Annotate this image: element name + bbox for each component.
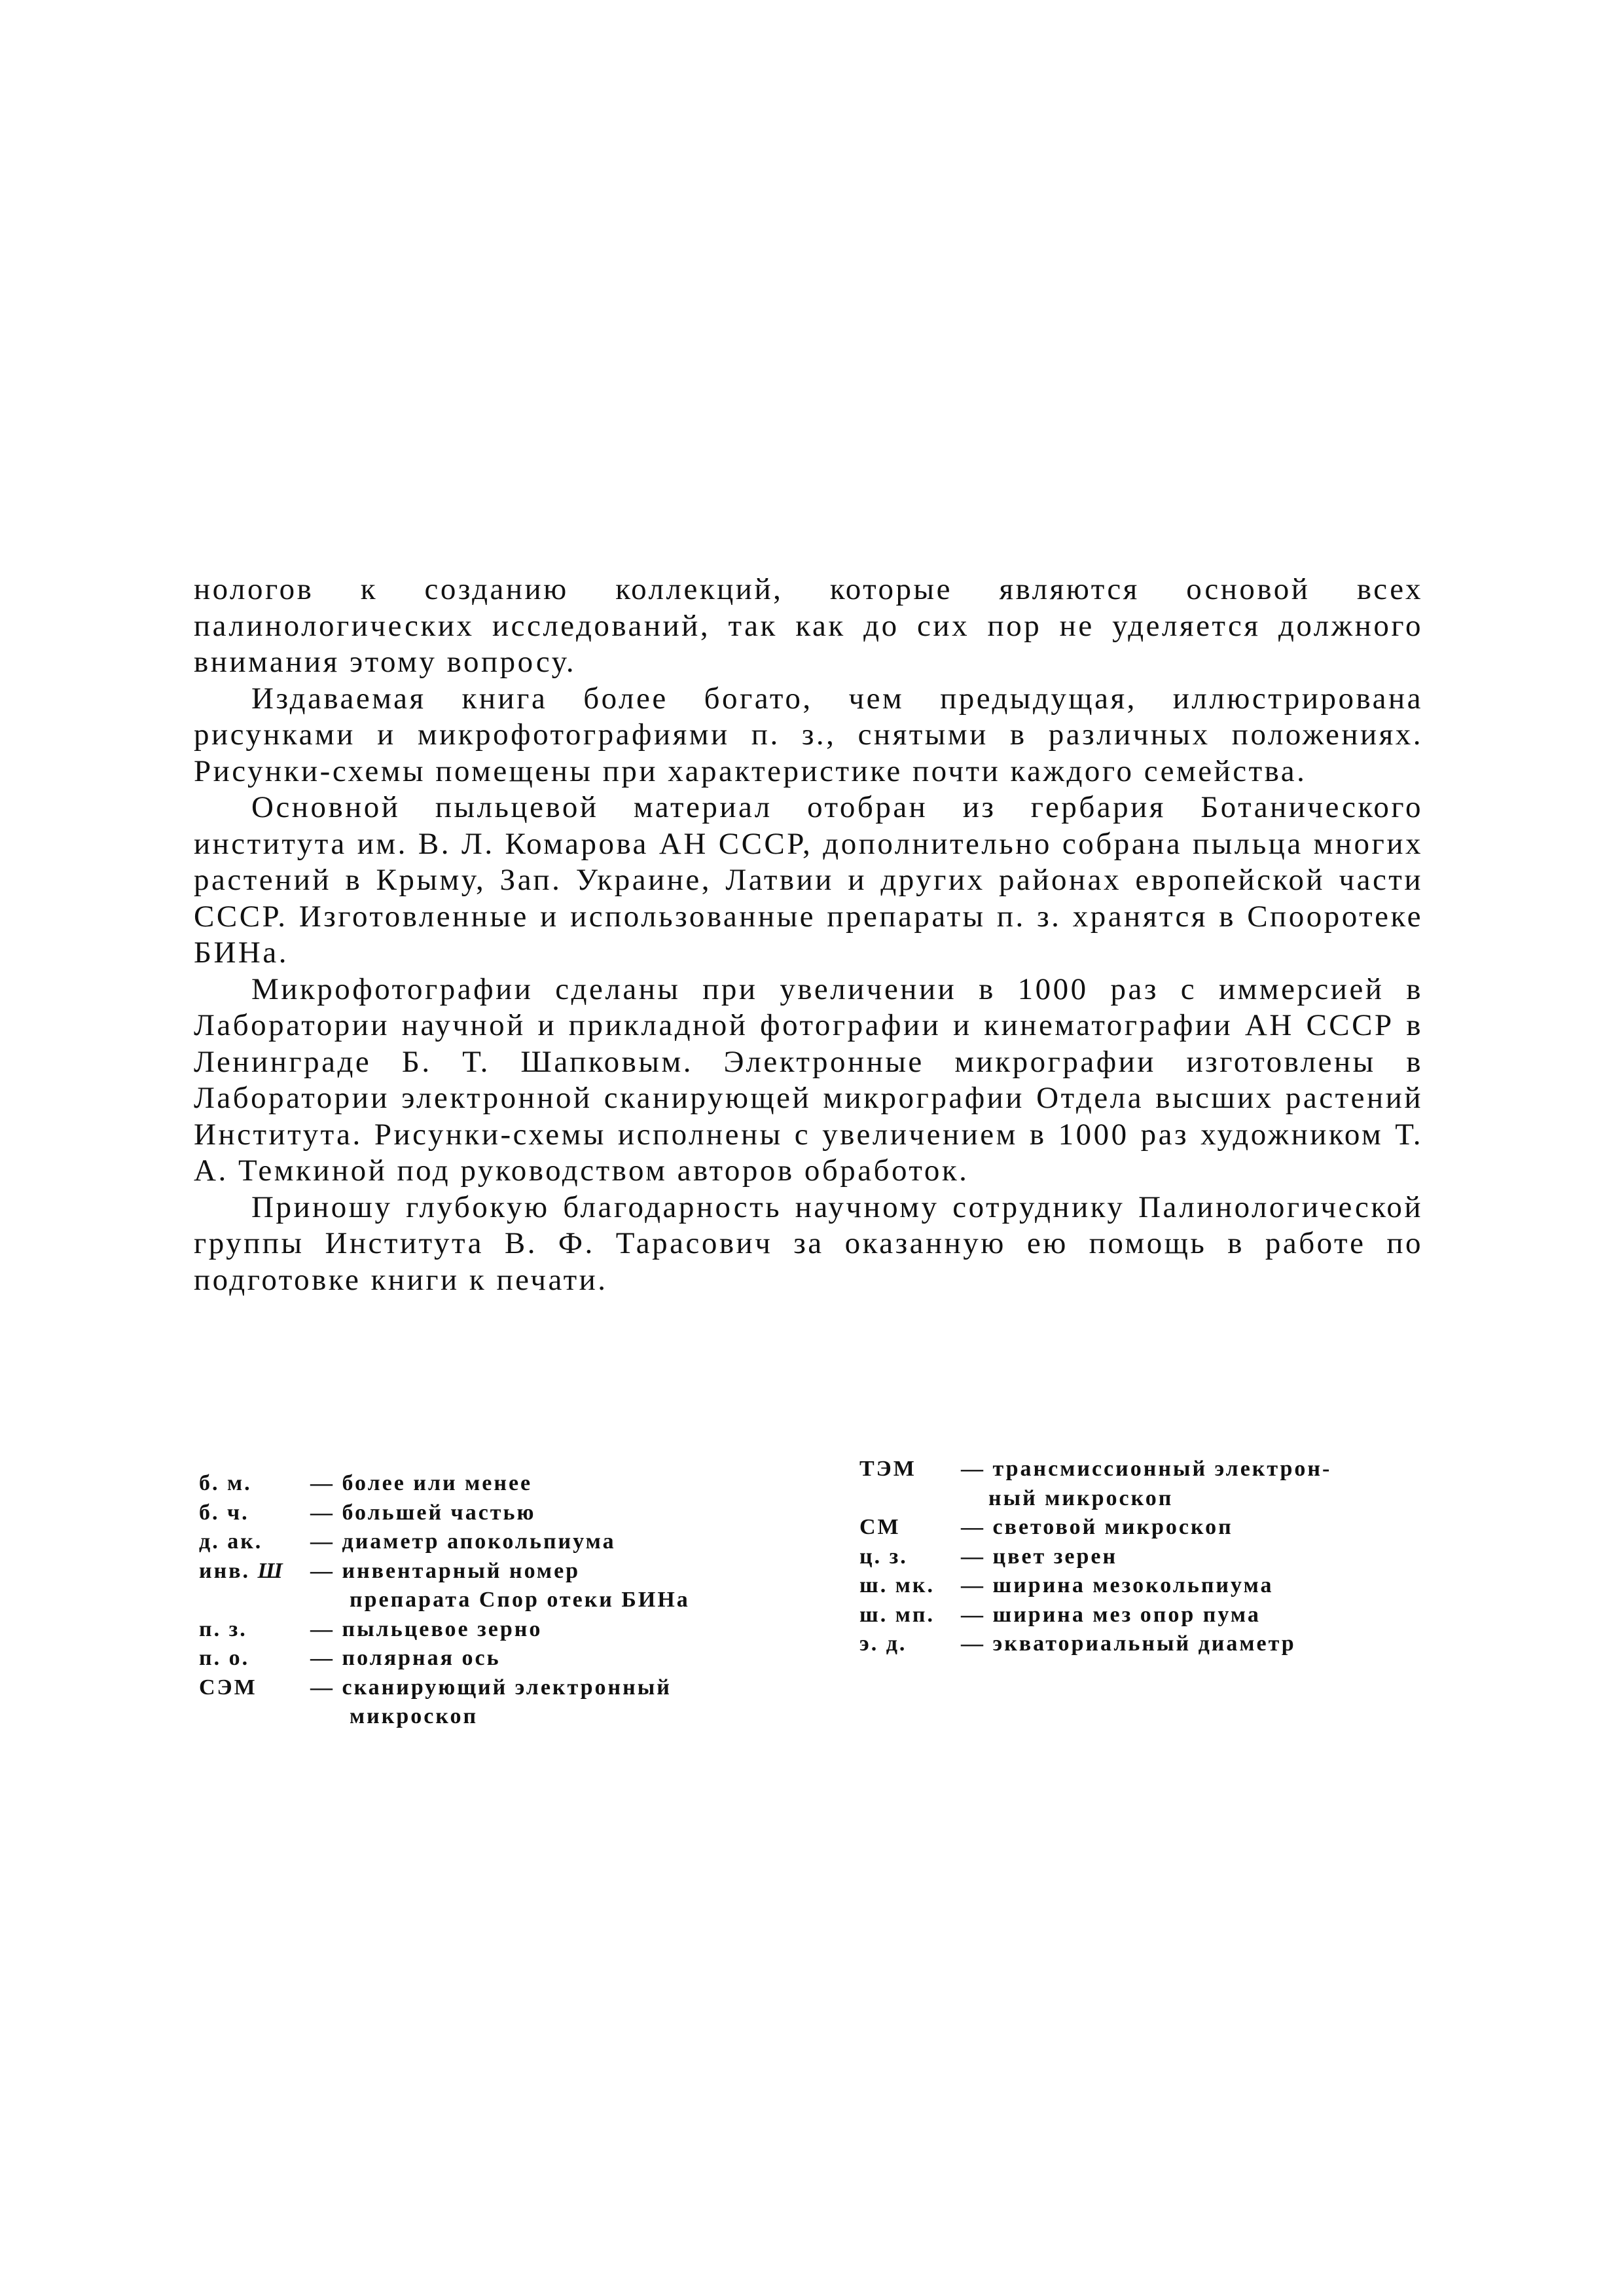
- abbreviation-entry: [859, 1601, 1435, 1630]
- paragraph: нологов к созданию коллекций, которые являются основой всех палинологических исследований, так как до сих пор не уделяется должного внимания этому вопросу.: [194, 572, 1423, 679]
- body-text: [194, 572, 1423, 1298]
- abbreviation-definition: — более или менее: [310, 1471, 533, 1495]
- abbreviation: ТЭМ: [859, 1457, 916, 1481]
- abbreviation-definition: — световой микроскоп: [961, 1515, 1233, 1539]
- abbreviation-definition: — диаметр апокольпиума: [310, 1529, 616, 1554]
- abbreviation-entry: [199, 1644, 827, 1673]
- abbreviation-entry: [859, 1571, 1435, 1601]
- paragraph: Основной пыльцевой материал отобран из гербария Ботанического института им. В. Л. Комарова АН СССР, дополнительно собрана пыльца многих растений в Крыму, Зап. Украине, Латвии и других районах европейской части СССР. Изготовленные и использованные препараты п. з. хранятся в Спооротеке БИНа.: [194, 790, 1423, 970]
- abbreviation-entry: [199, 1557, 827, 1615]
- abbreviation-entry: [859, 1542, 1435, 1572]
- abbreviation-definition: — ширина мезокольпиума: [961, 1573, 1274, 1597]
- abbreviation: СЭМ: [199, 1675, 257, 1700]
- abbreviation-definition: — ширина мез опор пума: [961, 1602, 1261, 1627]
- abbreviation-entry: [859, 1455, 1435, 1513]
- abbreviation: э. д.: [859, 1631, 907, 1656]
- abbreviation-prefix: инв.: [199, 1558, 251, 1583]
- abbreviation-entry: [199, 1469, 827, 1499]
- abbreviation-definition: — цвет зерен: [961, 1544, 1118, 1569]
- abbreviation-entry: [859, 1630, 1435, 1659]
- abbreviation-definition: — экваториальный диаметр: [961, 1631, 1296, 1656]
- abbreviation-definition-continuation: препарата Спор отеки БИНа: [350, 1588, 690, 1612]
- abbreviation: б. м.: [199, 1471, 252, 1495]
- abbreviation: ш. мк.: [859, 1573, 935, 1597]
- abbreviation-entry: [199, 1499, 827, 1528]
- abbreviation-definition: — пыльцевое зерно: [310, 1616, 543, 1641]
- abbreviation-definition-line: — сканирующий электронный: [310, 1675, 672, 1700]
- paragraph: Микрофотографии сделаны при увеличении в 1000 раз с иммерсией в Лаборатории научной и прикладной фотографии и кинематографии АН СССР в Ленинграде Б. Т. Шапковым. Электронные микрографии изготовлены в Лаборатории электронной сканирующей микрографии Отдела высших растений Института. Рисунки-схемы исполнены с увеличением в 1000 раз художником Т. А. Темкиной под руководством авторов обработок.: [194, 972, 1423, 1188]
- paragraph: Приношу глубокую благодарность научному сотруднику Палинологической группы Института В. Ф. Тарасович за оказанную ею помощь в работе по подготовке книги к печати.: [194, 1190, 1423, 1297]
- abbreviation: д. ак.: [199, 1529, 263, 1554]
- abbreviations-right: [859, 1455, 1435, 1659]
- abbreviation-definition-continuation: микроскоп: [350, 1704, 478, 1728]
- abbreviation: п. о.: [199, 1646, 250, 1670]
- abbreviation-entry: [199, 1673, 827, 1732]
- abbreviation-definition-line: — инвентарный номер: [310, 1558, 581, 1583]
- abbreviation-entry: [199, 1527, 827, 1557]
- abbreviation-entry: [199, 1615, 827, 1645]
- abbreviation-definition: [310, 1557, 827, 1615]
- abbreviation-italic: Ш: [257, 1558, 285, 1583]
- abbreviation-definition: — большей частью: [310, 1500, 536, 1525]
- abbreviation-definition: [310, 1673, 827, 1732]
- abbreviation: [199, 1557, 310, 1615]
- abbreviation-definition: — полярная ось: [310, 1646, 501, 1670]
- abbreviation: ш. мп.: [859, 1602, 935, 1627]
- abbreviation-entry: [859, 1513, 1435, 1542]
- abbreviations-left: [199, 1469, 827, 1732]
- abbreviation: б. ч.: [199, 1500, 249, 1525]
- abbreviation: п. з.: [199, 1616, 247, 1641]
- abbreviation: ц. з.: [859, 1544, 908, 1569]
- paragraph: Издаваемая книга более богато, чем предыдущая, иллюстрирована рисунками и микрофотографиями п. з., снятыми в различных положениях. Рисунки-схемы помещены при характеристике почти каждого семейства.: [194, 681, 1423, 788]
- abbreviation: СМ: [859, 1515, 901, 1539]
- abbreviation-definition-continuation: ный микроскоп: [988, 1485, 1174, 1510]
- abbreviation-definition-line: — трансмиссионный электрон-: [961, 1457, 1332, 1481]
- abbreviation-definition: [961, 1455, 1435, 1513]
